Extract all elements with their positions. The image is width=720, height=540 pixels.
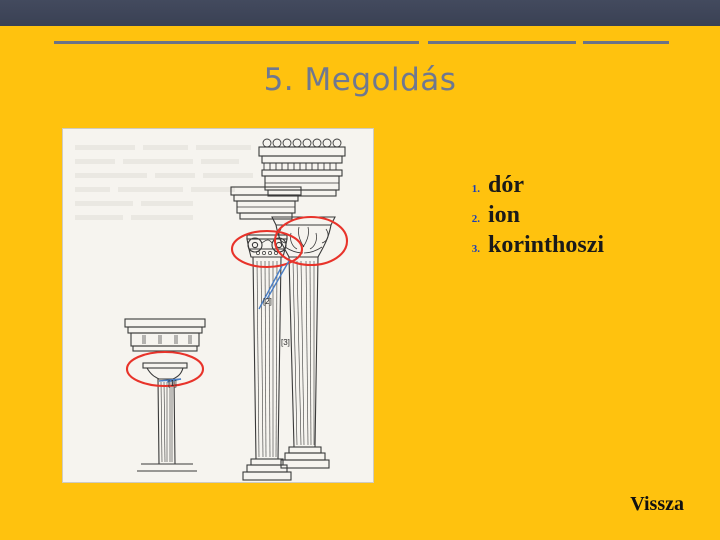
list-item-label: korinthoszi bbox=[488, 231, 605, 258]
list-item bbox=[452, 202, 702, 229]
callout-label-1: [1] bbox=[168, 379, 177, 388]
figure-panel bbox=[62, 128, 374, 483]
page-title: 5. Megoldás bbox=[263, 62, 457, 98]
back-link[interactable]: Vissza bbox=[630, 493, 684, 515]
header-spacer bbox=[0, 26, 720, 32]
decorative-rule-short bbox=[583, 41, 669, 44]
greek-column-orders-diagram bbox=[63, 129, 373, 482]
list-item-label: ion bbox=[488, 201, 521, 228]
header-bar bbox=[0, 0, 720, 26]
list-item-number: 3. bbox=[471, 242, 480, 255]
header-bar-gradient bbox=[0, 0, 720, 26]
list-item-label: dór bbox=[488, 172, 524, 198]
decorative-rule-mid bbox=[428, 41, 576, 44]
list-item-number: 1. bbox=[471, 183, 480, 195]
list-item bbox=[452, 232, 702, 259]
callout-label-3: [3] bbox=[281, 338, 290, 347]
list-item bbox=[452, 172, 702, 199]
answers-list bbox=[452, 172, 702, 262]
list-item-number: 2. bbox=[471, 212, 480, 225]
callout-label-2: [2] bbox=[263, 297, 272, 306]
decorative-rule-long bbox=[54, 41, 419, 44]
